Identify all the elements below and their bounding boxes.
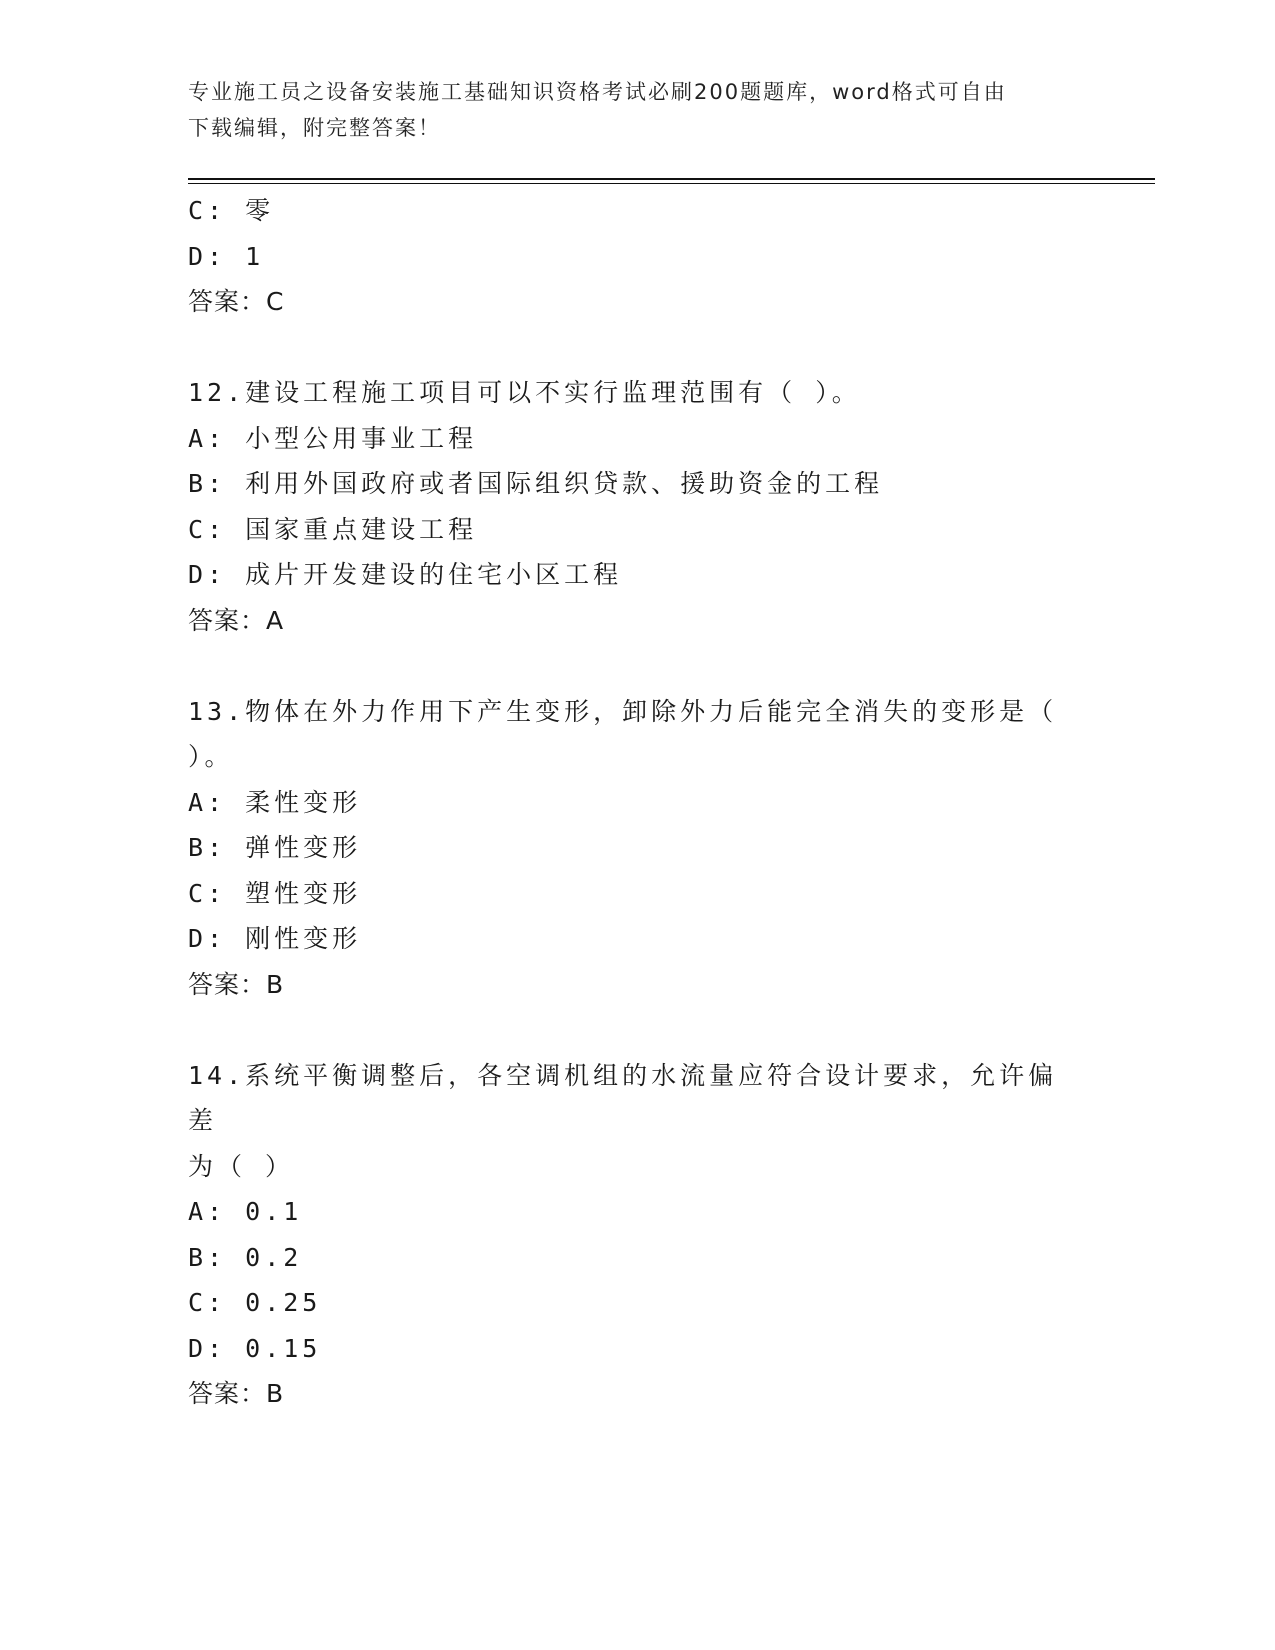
answer-line: 答案：C — [188, 287, 285, 316]
option-b: B: 利用外国政府或者国际组织贷款、援助资金的工程 — [188, 469, 884, 498]
option-d: D: 0.15 — [188, 1333, 322, 1363]
header-line-2: 下载编辑，附完整答案！ — [188, 116, 441, 140]
question-11-continued — [188, 188, 1088, 325]
question-12 — [188, 370, 1088, 643]
option-b: B: 0.2 — [188, 1242, 303, 1272]
option-d: D: 刚性变形 — [188, 924, 362, 953]
question-stem: 13.物体在外力作用下产生变形，卸除外力后能完全消失的变形是（ — [188, 696, 1058, 726]
document-header — [188, 74, 1088, 146]
spacer — [188, 1007, 1088, 1053]
question-stem: 12.建设工程施工项目可以不实行监理范围有（ ）。 — [188, 378, 861, 407]
question-14 — [188, 1053, 1088, 1417]
option-b: B: 弹性变形 — [188, 833, 362, 862]
option-c: C: 0.25 — [188, 1288, 322, 1317]
header-divider-thick — [188, 178, 1155, 180]
option-d: D: 成片开发建设的住宅小区工程 — [188, 560, 623, 589]
question-stem-continued: ）。 — [188, 742, 234, 771]
question-list — [188, 188, 1088, 1417]
answer-line: 答案：B — [188, 1379, 285, 1408]
question-stem: 14.系统平衡调整后，各空调机组的水流量应符合设计要求，允许偏差 — [188, 1060, 1058, 1135]
option-a: A: 小型公用事业工程 — [188, 423, 478, 453]
option-a: A: 柔性变形 — [188, 787, 362, 817]
question-stem-continued: 为（ ） — [188, 1151, 295, 1181]
answer-line: 答案：B — [188, 969, 285, 999]
header-divider-thin — [188, 183, 1155, 184]
option-d: D: 1 — [188, 241, 265, 271]
question-13 — [188, 689, 1088, 1008]
option-c: C: 塑性变形 — [188, 878, 362, 908]
option-c: C: 零 — [188, 196, 275, 225]
option-c: C: 国家重点建设工程 — [188, 514, 478, 544]
spacer — [188, 325, 1088, 371]
answer-line: 答案：A — [188, 605, 285, 635]
option-a: A: 0.1 — [188, 1197, 303, 1226]
spacer — [188, 643, 1088, 689]
header-line-1: 专业施工员之设备安装施工基础知识资格考试必刷200题题库，word格式可自由 — [188, 80, 1007, 104]
